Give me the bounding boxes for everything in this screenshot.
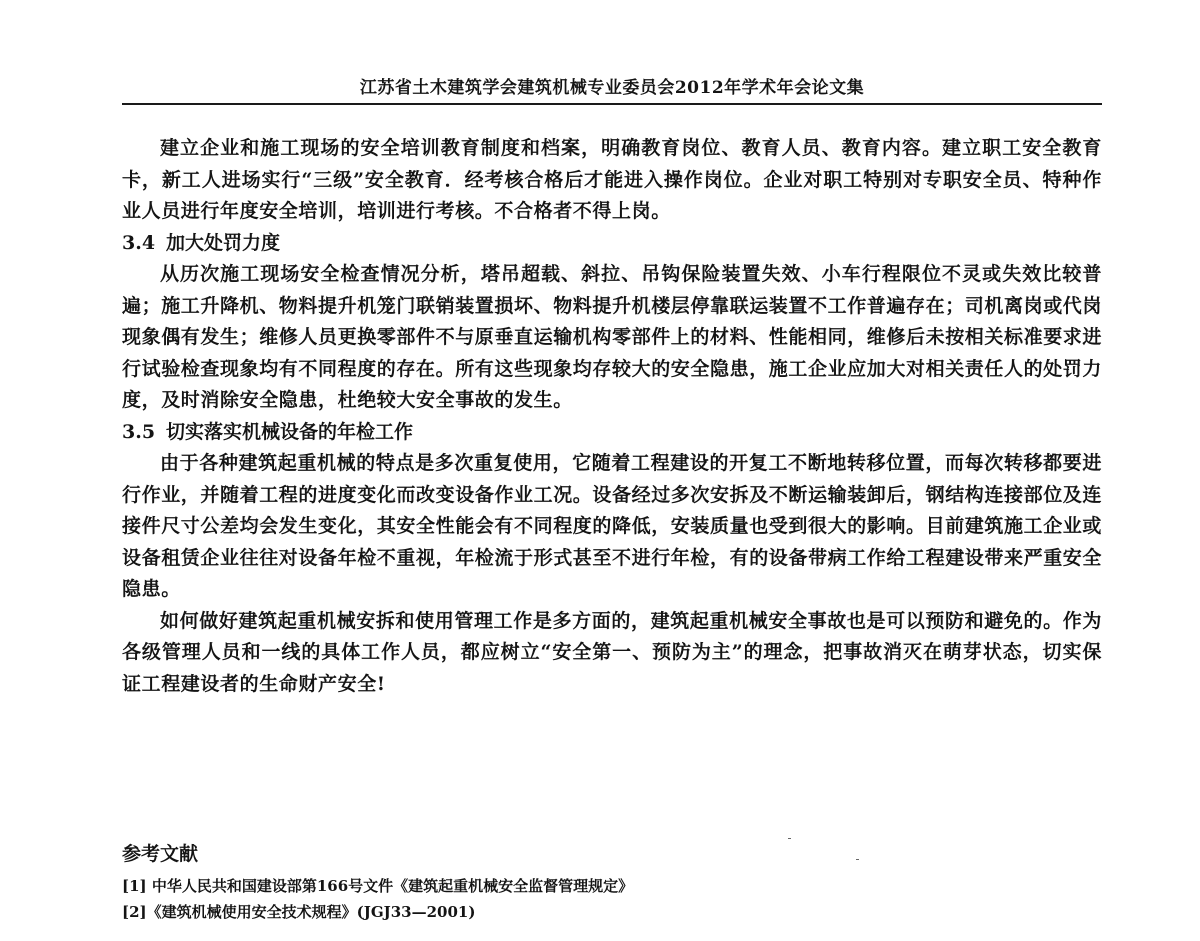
- scan-speck: [788, 838, 791, 839]
- section-title: 切实落实机械设备的年检工作: [166, 420, 414, 443]
- paragraph-training: 建立企业和施工现场的安全培训教育制度和档案，明确教育岗位、教育人员、教育内容。建立职工安全教育卡，新工人进场实行“三级”安全教育．经考核合格后才能进入操作岗位。企业对职工特别对专职安全员、特种作业人员进行年度安全培训，培训进行考核。不合格者不得上岗。: [122, 137, 1102, 222]
- section-heading-3-5: [122, 417, 1102, 449]
- scan-speck: [856, 859, 859, 860]
- reference-item: [2]《建筑机械使用安全技术规程》(JGJ33—2001): [122, 903, 476, 921]
- paragraph-penalty: 从历次施工现场安全检查情况分析，塔吊超载、斜拉、吊钩保险装置失效、小车行程限位不灵或失效比较普遍；施工升降机、物料提升机笼门联销装置损坏、物料提升机楼层停靠联运装置不工作普遍存在；司机离岗或代岗现象偶有发生；维修人员更换零部件不与原垂直运输机构零部件上的材料、性能相同，维修后未按相关标准要求进行试验检查现象均有不同程度的存在。所有这些现象均存较大的安全隐患，施工企业应加大对相关责任人的处罚力度，及时消除安全隐患，杜绝较大安全事故的发生。: [122, 263, 1103, 411]
- reference-item: [1] 中华人民共和国建设部第166号文件《建筑起重机械安全监督管理规定》: [122, 877, 634, 895]
- paragraph-conclusion: 如何做好建筑起重机械安拆和使用管理工作是多方面的，建筑起重机械安全事故也是可以预防和避免的。作为各级管理人员和一线的具体工作人员，都应树立“安全第一、预防为主”的理念，把事故消灭在萌芽状态，切实保证工程建设者的生命财产安全!: [122, 609, 1102, 695]
- header-rule: [122, 103, 1102, 105]
- paragraph-annual-inspection: 由于各种建筑起重机械的特点是多次重复使用，它随着工程建设的开复工不断地转移位置，而每次转移都要进行作业，并随着工程的进度变化而改变设备作业工况。设备经过多次安拆及不断运输装卸后，钢结构连接部位及连接件尺寸公差均会发生变化，其安全性能会有不同程度的降低，安装质量也受到很大的影响。目前建筑施工企业或设备租赁企业往往对设备年检不重视，年检流于形式甚至不进行年检，有的设备带病工作给工程建设带来严重安全隐患。: [122, 452, 1103, 600]
- references-title: 参考文献: [122, 843, 199, 865]
- running-header: 江苏省土木建筑学会建筑机械专业委员会2012年学术年会论文集: [359, 78, 865, 98]
- section-heading-3-4: [122, 228, 1102, 260]
- body-text: [122, 133, 1102, 700]
- section-number: 3.5: [122, 420, 156, 443]
- references: [122, 841, 1102, 925]
- section-title: 加大处罚力度: [166, 231, 281, 254]
- section-number: 3.4: [122, 231, 156, 254]
